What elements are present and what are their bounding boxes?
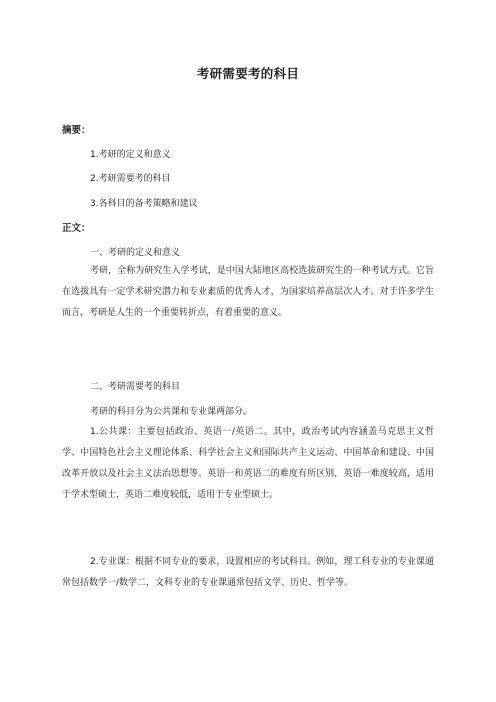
section-1-paragraph: 考研，全称为研究生入学考试，是中国大陆地区高校选拔研究生的一种考试方式。它旨在选拔具有一定学术研究潜力和专业素质的优秀人才，为国家培养高层次人才。对于许多学生而言，考研是人生的一个重要转折点，有着重要的意义。	[62, 266, 434, 318]
abstract-label: 摘要：	[62, 125, 91, 136]
major-course-paragraph: 2.专业课：根据不同专业的要求，设置相应的考试科目。例如，理工科专业的专业课通常包括数学一/数学二，文科专业的专业课通常包括文学、历史、哲学等。	[62, 557, 434, 588]
public-course-paragraph: 1.公共课：主要包括政治、英语一/英语二。其中，政治考试内容涵盖马克思主义哲学、中国特色社会主义理论体系、科学社会主义和国际共产主义运动、中国革命和建设、中国改革开放以及社会主义法治思想等。英语一和英语二的难度有所区别，英语一难度较高，适用于学术型硕士，英语二难度较低，适用于专业型硕士。	[62, 427, 434, 500]
section-1-heading: 一、考研的定义和意义	[90, 248, 181, 258]
outline-item-3: 3.各科目的备考策略和建议	[90, 199, 198, 209]
outline-item-1: 1.考研的定义和意义	[90, 150, 171, 160]
body-label: 正文：	[62, 223, 91, 234]
section-2-intro: 考研的科目分为公共课和专业课两部分。	[90, 407, 253, 417]
document-title: 考研需要考的科目	[196, 66, 300, 81]
outline-item-2: 2.考研需要考的科目	[90, 174, 171, 184]
section-2-heading: 二、考研需要考的科目	[90, 382, 181, 392]
